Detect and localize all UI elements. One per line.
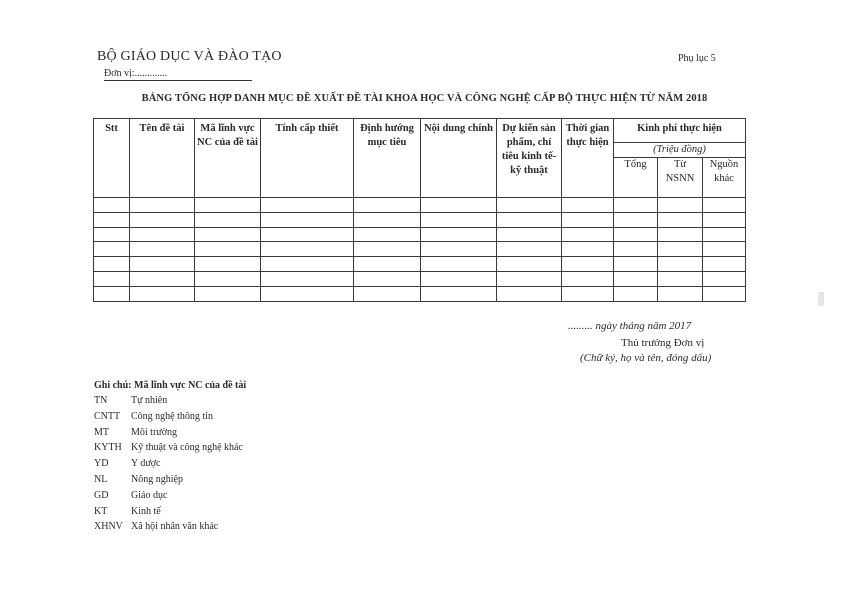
table-cell xyxy=(421,271,497,286)
legend-label: Giáo dục xyxy=(131,489,168,501)
table-cell xyxy=(354,242,421,257)
legend-item xyxy=(94,425,243,441)
legend-code: YD xyxy=(94,458,109,470)
header-objective: Định hướng mục tiêu xyxy=(354,119,421,198)
table-cell xyxy=(658,271,703,286)
table-cell xyxy=(354,286,421,301)
table-cell xyxy=(562,257,614,272)
signature-note: (Chữ ký, họ và tên, đóng dấu) xyxy=(580,352,712,364)
table-cell xyxy=(261,286,354,301)
table-cell xyxy=(130,227,195,242)
table-cell xyxy=(614,227,658,242)
header-expected-products: Dự kiến sản phẩm, chỉ tiêu kinh tế- kỹ thuật xyxy=(497,119,562,198)
table-cell xyxy=(94,257,130,272)
table-cell xyxy=(497,257,562,272)
table-cell xyxy=(562,212,614,227)
notes-title: Ghi chú: Mã lĩnh vực NC của đề tài xyxy=(94,380,247,391)
table-cell xyxy=(562,198,614,213)
table-cell xyxy=(703,212,746,227)
table-cell xyxy=(703,242,746,257)
table-cell xyxy=(94,286,130,301)
table-cell xyxy=(658,286,703,301)
table-cell xyxy=(614,198,658,213)
legend-label: Y dược xyxy=(131,458,161,470)
header-other-sources: Nguồn khác xyxy=(703,158,746,198)
header-field-code: Mã lĩnh vực NC của đề tài xyxy=(195,119,261,198)
table-cell xyxy=(130,257,195,272)
table-cell xyxy=(421,227,497,242)
table-cell xyxy=(130,286,195,301)
header-state-budget: Từ NSNN xyxy=(658,158,703,198)
table-cell xyxy=(130,198,195,213)
table-cell xyxy=(94,212,130,227)
header-stt: Stt xyxy=(94,119,130,198)
table-cell xyxy=(421,286,497,301)
table-cell xyxy=(658,212,703,227)
table-cell xyxy=(614,286,658,301)
legend-code: KYTH xyxy=(94,442,122,454)
table-cell xyxy=(421,198,497,213)
table-cell xyxy=(195,242,261,257)
proposal-table xyxy=(93,118,746,302)
table-cell xyxy=(497,227,562,242)
legend-label: Công nghệ thông tin xyxy=(131,410,213,422)
table-cell xyxy=(497,286,562,301)
table-cell xyxy=(421,257,497,272)
legend-item xyxy=(94,519,243,535)
table-cell xyxy=(354,212,421,227)
table-cell xyxy=(658,227,703,242)
table-row xyxy=(94,286,746,301)
field-code-legend xyxy=(94,393,243,535)
table-row xyxy=(94,227,746,242)
table-cell xyxy=(195,271,261,286)
table-cell xyxy=(497,198,562,213)
table-cell xyxy=(195,257,261,272)
table-row xyxy=(94,242,746,257)
table-cell xyxy=(497,242,562,257)
table-cell xyxy=(703,198,746,213)
legend-item xyxy=(94,504,243,520)
legend-label: Kỹ thuật và công nghệ khác xyxy=(131,442,243,454)
table-cell xyxy=(354,257,421,272)
unit-field: Đơn vị:............. xyxy=(104,68,252,81)
table-cell xyxy=(130,242,195,257)
legend-code: TN xyxy=(94,395,108,406)
table-row xyxy=(94,212,746,227)
table-cell xyxy=(562,286,614,301)
table-cell xyxy=(354,271,421,286)
legend-item xyxy=(94,488,243,504)
table-cell xyxy=(614,257,658,272)
scan-mark xyxy=(818,292,824,306)
table-cell xyxy=(261,271,354,286)
table-cell xyxy=(195,212,261,227)
legend-label: Tự nhiên xyxy=(131,395,168,406)
table-cell xyxy=(94,242,130,257)
legend-code: MT xyxy=(94,426,109,438)
legend-code: GD xyxy=(94,489,109,501)
table-cell xyxy=(421,212,497,227)
table-cell xyxy=(261,198,354,213)
table-cell xyxy=(703,227,746,242)
table-row xyxy=(94,257,746,272)
header-urgency: Tính cấp thiết xyxy=(261,119,354,198)
table-cell xyxy=(195,286,261,301)
table-cell xyxy=(354,198,421,213)
legend-item xyxy=(94,456,243,472)
table-cell xyxy=(261,212,354,227)
header-content: Nội dung chính xyxy=(421,119,497,198)
legend-label: Xã hội nhân văn khác xyxy=(131,521,219,533)
legend-code: CNTT xyxy=(94,410,121,422)
legend-item xyxy=(94,409,243,425)
table-cell xyxy=(658,242,703,257)
header-budget: Kinh phí thực hiện xyxy=(614,119,746,143)
header-duration: Thời gian thực hiện xyxy=(562,119,614,198)
header-topic-name: Tên đề tài xyxy=(130,119,195,198)
table-cell xyxy=(195,198,261,213)
table-cell xyxy=(261,242,354,257)
legend-label: Kinh tế xyxy=(131,505,161,517)
table-cell xyxy=(94,227,130,242)
signature-title: Thủ trưởng Đơn vị xyxy=(621,337,705,349)
table-cell xyxy=(614,212,658,227)
signature-date: ......... ngày tháng năm 2017 xyxy=(568,320,692,332)
table-cell xyxy=(421,242,497,257)
table-cell xyxy=(562,242,614,257)
table-cell xyxy=(354,227,421,242)
table-cell xyxy=(562,227,614,242)
table-cell xyxy=(130,271,195,286)
legend-code: NL xyxy=(94,473,108,485)
legend-code: KT xyxy=(94,505,108,517)
legend-item xyxy=(94,393,243,409)
table-row xyxy=(94,198,746,213)
table-cell xyxy=(562,271,614,286)
table-cell xyxy=(658,257,703,272)
appendix-label: Phụ lục 5 xyxy=(678,53,716,64)
document-title: BẢNG TỔNG HỢP DANH MỤC ĐỀ XUẤT ĐỀ TÀI KHOA HỌC VÀ CÔNG NGHỆ CẤP BỘ THỰC HIỆN TỪ NĂM 2018 xyxy=(141,93,708,104)
legend-item xyxy=(94,440,243,456)
legend-label: Môi trường xyxy=(131,426,177,438)
legend-item xyxy=(94,472,243,488)
table-cell xyxy=(703,271,746,286)
table-cell xyxy=(497,212,562,227)
table-cell xyxy=(614,242,658,257)
legend-label: Nông nghiệp xyxy=(131,473,183,485)
ministry-name: BỘ GIÁO DỤC VÀ ĐÀO TẠO xyxy=(97,49,282,64)
table-cell xyxy=(703,286,746,301)
table-cell xyxy=(94,198,130,213)
table-cell xyxy=(497,271,562,286)
table-cell xyxy=(703,257,746,272)
legend-code: XHNV xyxy=(94,521,123,533)
table-cell xyxy=(261,257,354,272)
table-cell xyxy=(130,212,195,227)
table-cell xyxy=(658,198,703,213)
table-cell xyxy=(94,271,130,286)
table-cell xyxy=(195,227,261,242)
table-cell xyxy=(261,227,354,242)
table-cell xyxy=(614,271,658,286)
table-row xyxy=(94,271,746,286)
header-budget-unit: (Triệu đồng) xyxy=(614,143,746,158)
header-total: Tổng xyxy=(614,158,658,198)
